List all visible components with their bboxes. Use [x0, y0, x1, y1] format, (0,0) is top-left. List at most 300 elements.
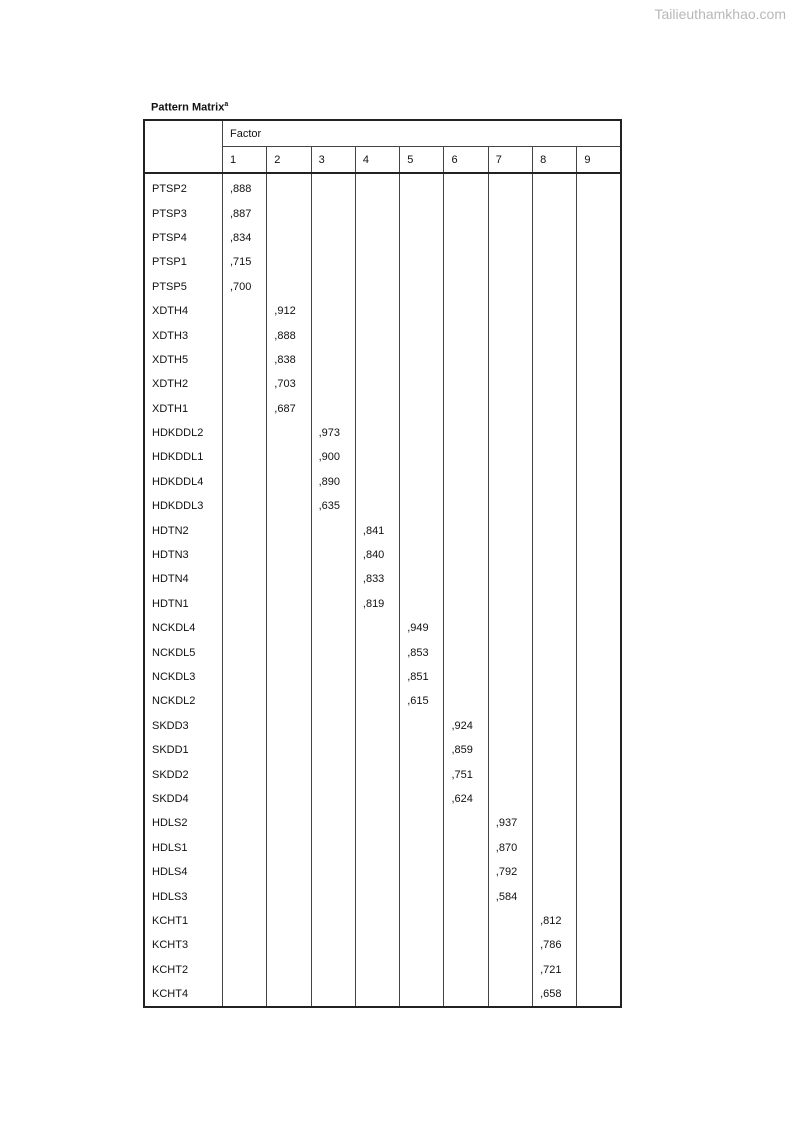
empty-cell [400, 909, 444, 933]
table-row [144, 616, 621, 640]
variable-label-cell: HDTN4 [152, 573, 189, 586]
empty-cell [355, 836, 399, 860]
factor-number-cell: 2 [267, 147, 311, 174]
empty-cell [223, 738, 267, 762]
empty-cell [577, 836, 621, 860]
empty-cell [444, 299, 488, 323]
empty-cell [223, 372, 267, 396]
loading-value-cell: ,841 [355, 518, 399, 542]
empty-cell [577, 811, 621, 835]
variable-label-cell: HDKDDL3 [152, 500, 204, 513]
empty-cell [267, 811, 311, 835]
loading-value-cell: ,840 [355, 543, 399, 567]
empty-cell [400, 470, 444, 494]
table-row [144, 543, 621, 567]
empty-cell [488, 616, 532, 640]
empty-cell [311, 616, 355, 640]
empty-cell [400, 173, 444, 201]
empty-cell [311, 518, 355, 542]
loading-value-cell: ,888 [267, 323, 311, 347]
empty-cell [488, 714, 532, 738]
empty-cell [533, 201, 577, 225]
empty-cell [533, 836, 577, 860]
table-row [144, 421, 621, 445]
variable-label-cell: PTSP1 [152, 256, 187, 269]
empty-cell [267, 201, 311, 225]
empty-cell [400, 348, 444, 372]
empty-cell [577, 933, 621, 957]
empty-cell [400, 372, 444, 396]
empty-cell [267, 762, 311, 786]
empty-cell [577, 173, 621, 201]
empty-cell [267, 909, 311, 933]
empty-cell [267, 640, 311, 664]
loading-value-cell: ,851 [400, 665, 444, 689]
empty-cell [355, 714, 399, 738]
empty-cell [355, 323, 399, 347]
empty-cell [400, 958, 444, 982]
factor-number-cell: 8 [533, 147, 577, 174]
table-row [144, 201, 621, 225]
empty-cell [311, 958, 355, 982]
loading-value-cell: ,635 [311, 494, 355, 518]
empty-cell [311, 299, 355, 323]
empty-cell [577, 323, 621, 347]
empty-cell [223, 567, 267, 591]
empty-cell [355, 665, 399, 689]
variable-label-cell: HDKDDL4 [152, 475, 204, 488]
empty-cell [311, 787, 355, 811]
variable-label-cell: SKDD2 [152, 768, 189, 781]
empty-cell [223, 299, 267, 323]
watermark: Tailieuthamkhao.com [654, 6, 786, 22]
empty-cell [444, 372, 488, 396]
empty-cell [223, 470, 267, 494]
loading-value-cell: ,624 [444, 787, 488, 811]
empty-cell [267, 616, 311, 640]
factor-number-cell: 7 [488, 147, 532, 174]
loading-value-cell: ,900 [311, 445, 355, 469]
table-row [144, 323, 621, 347]
empty-cell [488, 372, 532, 396]
empty-cell [444, 173, 488, 201]
empty-cell [223, 689, 267, 713]
empty-cell [400, 226, 444, 250]
empty-cell [533, 884, 577, 908]
empty-cell [444, 811, 488, 835]
variable-label-cell: KCHT4 [152, 988, 189, 1001]
empty-cell [533, 714, 577, 738]
empty-cell [311, 689, 355, 713]
empty-cell [355, 762, 399, 786]
empty-cell [267, 665, 311, 689]
empty-cell [311, 933, 355, 957]
empty-cell [444, 933, 488, 957]
empty-cell [267, 689, 311, 713]
loading-value-cell: ,870 [488, 836, 532, 860]
empty-cell [533, 372, 577, 396]
variable-label-cell: HDKDDL2 [152, 427, 204, 440]
empty-cell [267, 982, 311, 1007]
empty-cell [577, 787, 621, 811]
empty-cell [223, 348, 267, 372]
empty-cell [355, 616, 399, 640]
empty-cell [400, 397, 444, 421]
table-row [144, 173, 621, 201]
empty-cell [267, 543, 311, 567]
empty-cell [223, 860, 267, 884]
loading-value-cell: ,859 [444, 738, 488, 762]
empty-cell [311, 884, 355, 908]
empty-cell [311, 665, 355, 689]
table-row [144, 787, 621, 811]
empty-cell [267, 738, 311, 762]
empty-cell [355, 445, 399, 469]
loading-value-cell: ,786 [533, 933, 577, 957]
empty-cell [400, 836, 444, 860]
empty-cell [533, 299, 577, 323]
factor-number-cell: 1 [223, 147, 267, 174]
empty-cell [355, 494, 399, 518]
table-row [144, 348, 621, 372]
empty-cell [533, 762, 577, 786]
empty-cell [533, 616, 577, 640]
empty-cell [311, 836, 355, 860]
table-row [144, 884, 621, 908]
empty-cell [223, 543, 267, 567]
empty-cell [311, 860, 355, 884]
variable-label-cell: HDTN1 [152, 597, 189, 610]
table-row [144, 226, 621, 250]
empty-cell [223, 909, 267, 933]
empty-cell [400, 592, 444, 616]
loading-value-cell: ,658 [533, 982, 577, 1007]
empty-cell [267, 933, 311, 957]
variable-label-cell: XDTH5 [152, 353, 189, 366]
table-row [144, 689, 621, 713]
empty-cell [400, 860, 444, 884]
empty-cell [444, 982, 488, 1007]
empty-cell [267, 173, 311, 201]
empty-cell [488, 567, 532, 591]
empty-cell [488, 348, 532, 372]
empty-cell [267, 250, 311, 274]
empty-cell [533, 543, 577, 567]
table-row [144, 494, 621, 518]
empty-cell [577, 640, 621, 664]
empty-cell [267, 421, 311, 445]
variable-label-cell: HDLS2 [152, 817, 188, 830]
variable-label-cell: HDTN2 [152, 524, 189, 537]
empty-cell [444, 884, 488, 908]
empty-cell [223, 445, 267, 469]
empty-cell [533, 567, 577, 591]
variable-label-cell: KCHT1 [152, 914, 189, 927]
empty-cell [444, 494, 488, 518]
loading-value-cell: ,838 [267, 348, 311, 372]
empty-cell [488, 592, 532, 616]
empty-cell [223, 787, 267, 811]
empty-cell [577, 518, 621, 542]
variable-label-cell: XDTH2 [152, 378, 189, 391]
variable-label-cell: NCKDL5 [152, 646, 196, 659]
empty-cell [267, 445, 311, 469]
table-row [144, 714, 621, 738]
empty-cell [311, 567, 355, 591]
empty-cell [488, 275, 532, 299]
variable-label-cell: HDLS1 [152, 841, 188, 854]
empty-cell [267, 275, 311, 299]
loading-value-cell: ,834 [223, 226, 267, 250]
factor-number-cell: 4 [355, 147, 399, 174]
empty-cell [355, 372, 399, 396]
empty-cell [577, 299, 621, 323]
empty-cell [267, 592, 311, 616]
empty-cell [355, 860, 399, 884]
table-row [144, 958, 621, 982]
empty-cell [311, 226, 355, 250]
empty-cell [444, 421, 488, 445]
empty-cell [488, 299, 532, 323]
empty-cell [488, 543, 532, 567]
empty-cell [577, 494, 621, 518]
empty-cell [577, 909, 621, 933]
empty-cell [311, 909, 355, 933]
empty-cell [577, 738, 621, 762]
empty-cell [400, 445, 444, 469]
empty-cell [488, 250, 532, 274]
empty-cell [488, 201, 532, 225]
empty-cell [444, 567, 488, 591]
empty-cell [311, 173, 355, 201]
variable-label-cell: NCKDL2 [152, 695, 196, 708]
loading-value-cell: ,973 [311, 421, 355, 445]
empty-cell [488, 226, 532, 250]
variable-label-cell: PTSP3 [152, 207, 187, 220]
empty-cell [400, 421, 444, 445]
empty-cell [444, 689, 488, 713]
empty-cell [577, 226, 621, 250]
variable-label-cell: NCKDL4 [152, 622, 196, 635]
empty-cell [444, 226, 488, 250]
empty-cell [533, 811, 577, 835]
empty-cell [400, 884, 444, 908]
empty-cell [533, 860, 577, 884]
loading-value-cell: ,937 [488, 811, 532, 835]
empty-cell [311, 714, 355, 738]
empty-cell [223, 640, 267, 664]
empty-cell [400, 933, 444, 957]
loading-value-cell: ,703 [267, 372, 311, 396]
empty-cell [488, 982, 532, 1007]
loading-value-cell: ,912 [267, 299, 311, 323]
table-row [144, 518, 621, 542]
empty-cell [577, 543, 621, 567]
empty-cell [533, 445, 577, 469]
empty-cell [311, 348, 355, 372]
empty-cell [488, 173, 532, 201]
table-row [144, 762, 621, 786]
empty-cell [488, 445, 532, 469]
empty-cell [488, 665, 532, 689]
empty-cell [267, 787, 311, 811]
empty-cell [355, 640, 399, 664]
empty-cell [223, 933, 267, 957]
empty-cell [533, 518, 577, 542]
empty-cell [267, 518, 311, 542]
empty-cell [400, 982, 444, 1007]
variable-label-cell: NCKDL3 [152, 671, 196, 683]
variable-label-cell: PTSP5 [152, 280, 187, 293]
table-row [144, 445, 621, 469]
empty-cell [444, 518, 488, 542]
empty-cell [444, 323, 488, 347]
variable-label-cell: SKDD4 [152, 792, 189, 805]
empty-cell [267, 860, 311, 884]
empty-cell [267, 884, 311, 908]
factor-number-cell: 6 [444, 147, 488, 174]
empty-cell [577, 616, 621, 640]
empty-cell [577, 250, 621, 274]
empty-cell [577, 592, 621, 616]
empty-cell [488, 909, 532, 933]
empty-cell [488, 689, 532, 713]
empty-cell [400, 811, 444, 835]
loading-value-cell: ,819 [355, 592, 399, 616]
empty-cell [223, 518, 267, 542]
table-row [144, 372, 621, 396]
empty-cell [444, 860, 488, 884]
empty-cell [577, 421, 621, 445]
empty-cell [533, 592, 577, 616]
empty-cell [223, 762, 267, 786]
empty-cell [488, 787, 532, 811]
empty-cell [355, 787, 399, 811]
table-title-text: Pattern Matrix [151, 101, 225, 114]
table-row [144, 933, 621, 957]
empty-cell [577, 762, 621, 786]
empty-cell [355, 958, 399, 982]
empty-cell [223, 421, 267, 445]
loading-value-cell: ,853 [400, 640, 444, 664]
empty-cell [355, 421, 399, 445]
empty-cell [444, 250, 488, 274]
empty-cell [400, 518, 444, 542]
empty-cell [577, 958, 621, 982]
table-row [144, 982, 621, 1007]
table-row [144, 836, 621, 860]
empty-cell [444, 275, 488, 299]
empty-cell [355, 982, 399, 1007]
empty-cell [533, 494, 577, 518]
empty-cell [355, 173, 399, 201]
empty-cell [400, 323, 444, 347]
empty-cell [311, 640, 355, 664]
empty-cell [223, 665, 267, 689]
loading-value-cell: ,721 [533, 958, 577, 982]
empty-cell [223, 836, 267, 860]
empty-cell [533, 173, 577, 201]
empty-cell [444, 640, 488, 664]
loading-value-cell: ,949 [400, 616, 444, 640]
empty-cell [355, 275, 399, 299]
empty-cell [311, 275, 355, 299]
empty-cell [533, 250, 577, 274]
empty-cell [223, 397, 267, 421]
factor-number-cell: 9 [577, 147, 621, 174]
empty-cell [223, 958, 267, 982]
empty-cell [577, 201, 621, 225]
pattern-matrix-table [143, 119, 622, 1008]
loading-value-cell: ,715 [223, 250, 267, 274]
empty-cell [223, 982, 267, 1007]
loading-value-cell: ,888 [223, 173, 267, 201]
loading-value-cell: ,792 [488, 860, 532, 884]
variable-label-cell: KCHT3 [152, 939, 189, 952]
empty-cell [400, 567, 444, 591]
factor-header-cell: Factor [223, 120, 622, 147]
factor-number-cell: 3 [311, 147, 355, 174]
table-title-footnote-mark: a [224, 101, 229, 108]
table-row [144, 592, 621, 616]
empty-cell [533, 226, 577, 250]
empty-cell [355, 348, 399, 372]
empty-cell [488, 738, 532, 762]
factor-header-row [144, 120, 621, 147]
empty-cell [488, 958, 532, 982]
empty-cell [444, 445, 488, 469]
empty-cell [444, 592, 488, 616]
loading-value-cell: ,584 [488, 884, 532, 908]
empty-cell [444, 348, 488, 372]
empty-cell [311, 323, 355, 347]
variable-label-cell: PTSP4 [152, 231, 187, 244]
empty-cell [577, 689, 621, 713]
loading-value-cell: ,700 [223, 275, 267, 299]
empty-cell [577, 860, 621, 884]
variable-label-cell: XDTH3 [152, 329, 189, 342]
empty-cell [311, 738, 355, 762]
empty-cell [311, 762, 355, 786]
empty-cell [533, 421, 577, 445]
empty-cell [355, 811, 399, 835]
empty-cell [400, 299, 444, 323]
empty-cell [355, 689, 399, 713]
table-row [144, 811, 621, 835]
empty-cell [311, 250, 355, 274]
empty-cell [355, 299, 399, 323]
empty-cell [577, 348, 621, 372]
empty-cell [488, 470, 532, 494]
loading-value-cell: ,751 [444, 762, 488, 786]
table-row [144, 665, 621, 689]
empty-cell [444, 470, 488, 494]
empty-cell [400, 543, 444, 567]
empty-cell [223, 714, 267, 738]
empty-cell [533, 640, 577, 664]
empty-cell [488, 762, 532, 786]
empty-cell [577, 372, 621, 396]
empty-cell [355, 201, 399, 225]
empty-cell [400, 762, 444, 786]
variable-label-cell: SKDD1 [152, 744, 189, 757]
empty-cell [311, 543, 355, 567]
empty-cell [444, 543, 488, 567]
loading-value-cell: ,833 [355, 567, 399, 591]
table-row [144, 299, 621, 323]
empty-cell [488, 494, 532, 518]
empty-cell [311, 397, 355, 421]
